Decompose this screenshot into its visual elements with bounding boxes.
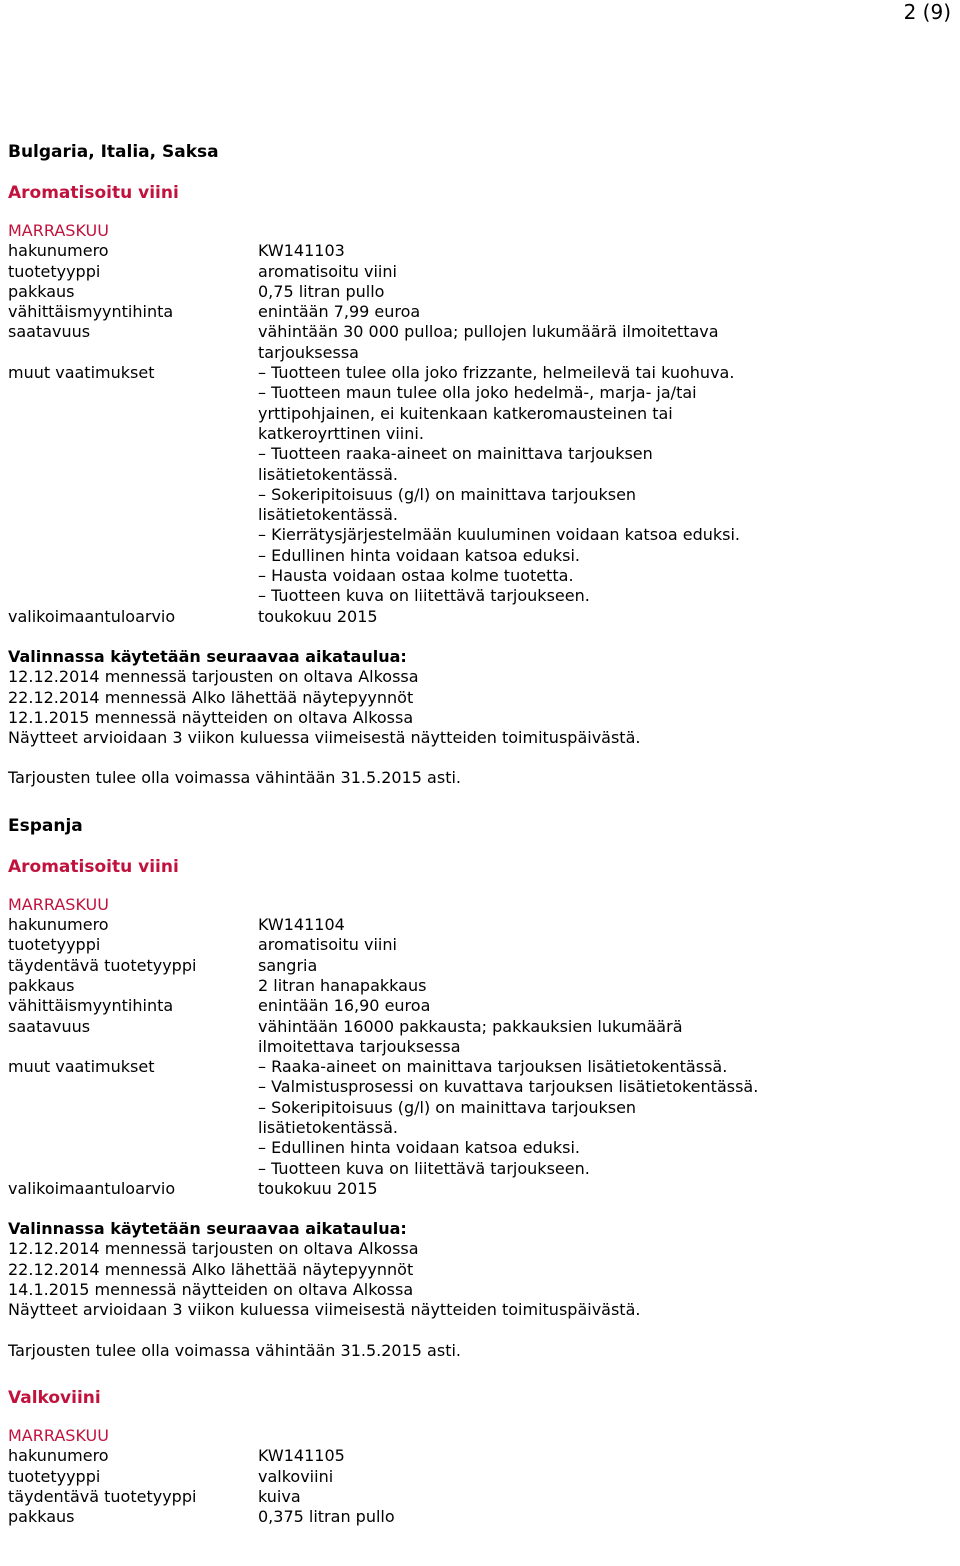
category-heading: Valkoviini bbox=[8, 1387, 101, 1408]
field-value: enintään 16,90 euroa bbox=[258, 996, 431, 1016]
field-value: 0,375 litran pullo bbox=[258, 1507, 395, 1527]
field-key: täydentävä tuotetyyppi bbox=[8, 1486, 197, 1506]
requirement-item: – Tuotteen raaka-aineet on mainittava tarjouksen lisätietokentässä. bbox=[258, 444, 653, 484]
requirement-item: – Edullinen hinta voidaan katsoa eduksi. bbox=[258, 545, 580, 565]
field-row bbox=[8, 915, 948, 935]
field-row bbox=[8, 996, 948, 1016]
field-row bbox=[8, 282, 948, 302]
field-key: pakkaus bbox=[8, 281, 75, 301]
field-value: sangria bbox=[258, 955, 318, 975]
field-value: kuiva bbox=[258, 1486, 301, 1506]
requirements-label: muut vaatimukset bbox=[8, 1057, 155, 1077]
requirement-item: – Hausta voidaan ostaa kolme tuotetta. bbox=[258, 566, 574, 586]
document-body bbox=[8, 140, 948, 1527]
month-label: MARRASKUU bbox=[8, 1425, 109, 1445]
field-value: aromatisoitu viini bbox=[258, 261, 397, 281]
country-heading: Espanja bbox=[8, 815, 83, 836]
validity-note: Tarjousten tulee olla voimassa vähintään 31.5.2015 asti. bbox=[8, 1340, 461, 1360]
field-row bbox=[8, 1507, 948, 1527]
requirements-list bbox=[258, 1057, 818, 1179]
requirement-item: – Tuotteen maun tulee olla joko hedelmä-, marja- ja/tai yrttipohjainen, ei kuitenkaan katkeromausteinen tai katkeroyrttinen viini. bbox=[258, 383, 697, 443]
field-row bbox=[8, 935, 948, 955]
field-row bbox=[8, 322, 948, 363]
estimate-label: valikoimaantuloarvio bbox=[8, 1178, 176, 1198]
field-key: hakunumero bbox=[8, 241, 109, 261]
schedule-title: Valinnassa käytetään seuraavaa aikataulua: bbox=[8, 1219, 407, 1239]
field-key: tuotetyyppi bbox=[8, 935, 101, 955]
field-key: vähittäismyyntihinta bbox=[8, 302, 174, 322]
field-row bbox=[8, 1487, 948, 1507]
schedule-line: 12.1.2015 mennessä näytteiden on oltava Alkossa bbox=[8, 707, 414, 727]
requirement-item: – Edullinen hinta voidaan katsoa eduksi. bbox=[258, 1138, 580, 1158]
field-key: hakunumero bbox=[8, 915, 109, 935]
field-key: saatavuus bbox=[8, 1016, 91, 1036]
field-value: KW141105 bbox=[258, 1446, 345, 1466]
schedule-line: 14.1.2015 mennessä näytteiden on oltava Alkossa bbox=[8, 1280, 414, 1300]
requirement-item: – Sokeripitoisuus (g/l) on mainittava tarjouksen lisätietokentässä. bbox=[258, 484, 637, 525]
estimate-label: valikoimaantuloarvio bbox=[8, 606, 176, 626]
requirement-item: – Sokeripitoisuus (g/l) on mainittava tarjouksen lisätietokentässä. bbox=[258, 1097, 637, 1137]
field-row bbox=[8, 302, 948, 322]
field-value: valkoviini bbox=[258, 1466, 334, 1486]
schedule-title: Valinnassa käytetään seuraavaa aikataulua: bbox=[8, 646, 407, 666]
requirement-item: – Tuotteen kuva on liitettävä tarjoukseen. bbox=[258, 586, 590, 606]
field-value: KW141104 bbox=[258, 915, 345, 935]
field-row bbox=[8, 241, 948, 261]
month-label: MARRASKUU bbox=[8, 894, 109, 914]
page-number: 2 (9) bbox=[903, 0, 951, 24]
requirement-item: – Tuotteen kuva on liitettävä tarjoukseen. bbox=[258, 1158, 590, 1178]
field-key: täydentävä tuotetyyppi bbox=[8, 955, 197, 975]
schedule-line: 12.12.2014 mennessä tarjousten on oltava Alkossa bbox=[8, 1239, 419, 1259]
field-row bbox=[8, 1446, 948, 1466]
estimate-row bbox=[8, 607, 948, 627]
field-key: hakunumero bbox=[8, 1446, 109, 1466]
requirement-item: – Valmistusprosessi on kuvattava tarjouksen lisätietokentässä. bbox=[258, 1077, 759, 1097]
field-row bbox=[8, 1017, 948, 1058]
field-key: pakkaus bbox=[8, 1507, 75, 1527]
schedule-line: 22.12.2014 mennessä Alko lähettää näytepyynnöt bbox=[8, 687, 414, 707]
schedule-line: 12.12.2014 mennessä tarjousten on oltava Alkossa bbox=[8, 667, 419, 687]
validity-note: Tarjousten tulee olla voimassa vähintään 31.5.2015 asti. bbox=[8, 768, 461, 788]
category-heading: Aromatisoitu viini bbox=[8, 183, 179, 203]
section-espanja bbox=[8, 814, 948, 1361]
requirement-item: – Raaka-aineet on mainittava tarjouksen lisätietokentässä. bbox=[258, 1057, 728, 1077]
month-label: MARRASKUU bbox=[8, 221, 109, 240]
section-bulgaria-italia-saksa bbox=[8, 140, 948, 789]
section-valkoviini bbox=[8, 1386, 948, 1527]
requirement-item: – Kierrätysjärjestelmään kuuluminen voidaan katsoa eduksi. bbox=[258, 525, 740, 545]
schedule-line: Näytteet arvioidaan 3 viikon kuluessa viimeisestä näytteiden toimituspäivästä. bbox=[8, 728, 641, 748]
field-row bbox=[8, 1467, 948, 1487]
field-value: 0,75 litran pullo bbox=[258, 281, 385, 301]
field-value: aromatisoitu viini bbox=[258, 935, 397, 955]
field-value: vähintään 30 000 pulloa; pullojen lukumäärä ilmoitettava tarjouksessa bbox=[258, 322, 719, 362]
requirement-item: – Tuotteen tulee olla joko frizzante, helmeilevä tai kuohuva. bbox=[258, 363, 735, 383]
requirements-label: muut vaatimukset bbox=[8, 363, 155, 383]
field-value: KW141103 bbox=[258, 241, 345, 261]
field-value: enintään 7,99 euroa bbox=[258, 302, 421, 322]
category-heading: Aromatisoitu viini bbox=[8, 856, 179, 877]
field-key: tuotetyyppi bbox=[8, 261, 101, 281]
schedule-line: 22.12.2014 mennessä Alko lähettää näytepyynnöt bbox=[8, 1259, 414, 1279]
estimate-row bbox=[8, 1179, 948, 1199]
requirements-row bbox=[8, 1057, 948, 1179]
estimate-value: toukokuu 2015 bbox=[258, 1178, 378, 1198]
field-value: 2 litran hanapakkaus bbox=[258, 975, 427, 995]
field-row bbox=[8, 956, 948, 976]
requirements-list bbox=[258, 363, 778, 607]
estimate-value: toukokuu 2015 bbox=[258, 606, 378, 626]
field-value: vähintään 16000 pakkausta; pakkauksien lukumäärä ilmoitettava tarjouksessa bbox=[258, 1016, 683, 1056]
field-key: tuotetyyppi bbox=[8, 1466, 101, 1486]
schedule-line: Näytteet arvioidaan 3 viikon kuluessa viimeisestä näytteiden toimituspäivästä. bbox=[8, 1300, 641, 1320]
field-row bbox=[8, 976, 948, 996]
field-key: saatavuus bbox=[8, 322, 91, 342]
field-row bbox=[8, 262, 948, 282]
field-key: pakkaus bbox=[8, 975, 75, 995]
country-heading: Bulgaria, Italia, Saksa bbox=[8, 142, 219, 162]
field-key: vähittäismyyntihinta bbox=[8, 996, 174, 1016]
requirements-row bbox=[8, 363, 948, 607]
